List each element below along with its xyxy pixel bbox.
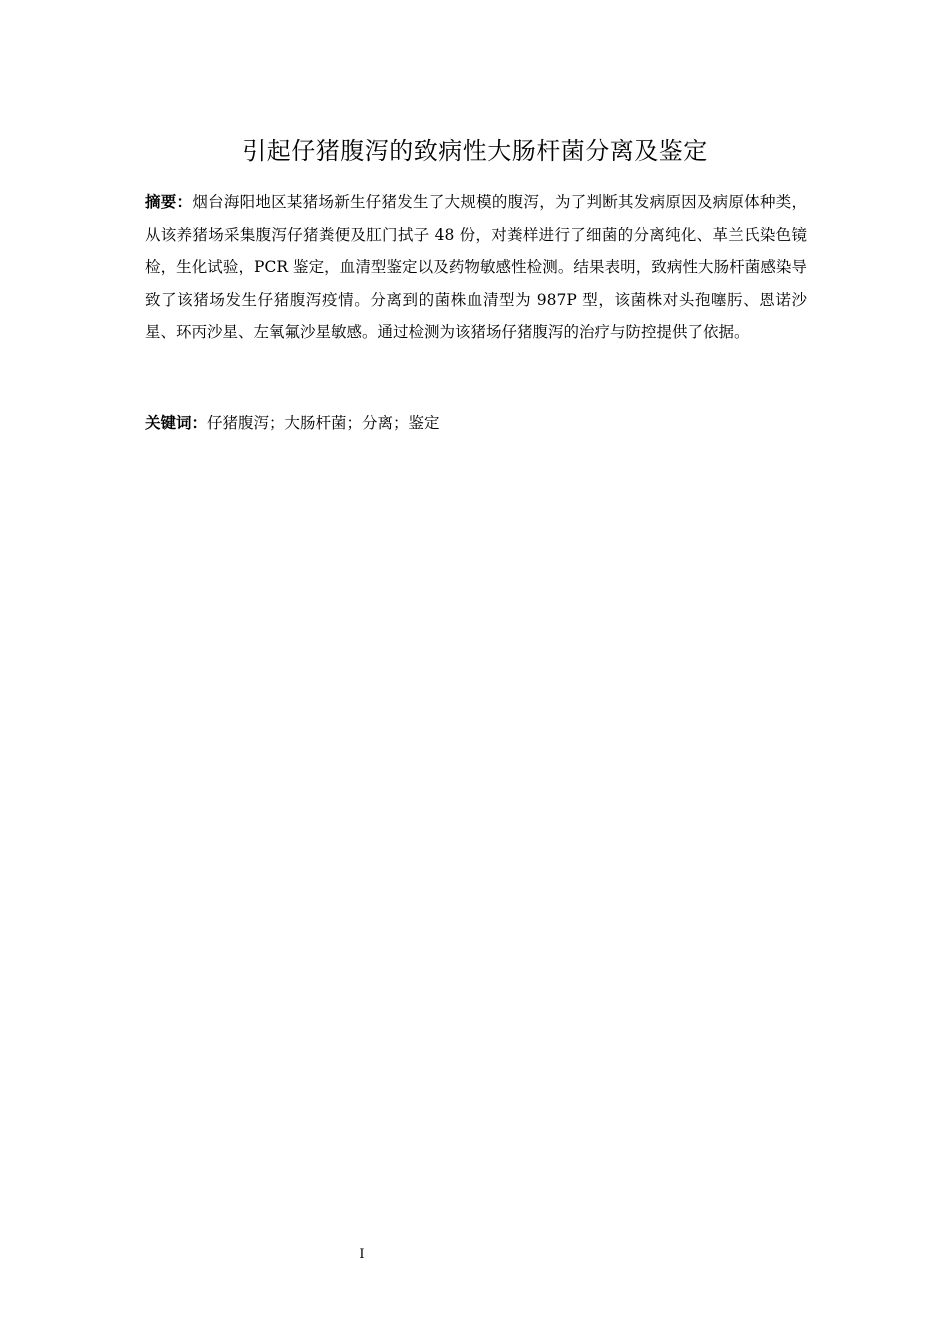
page-number: I xyxy=(359,1247,365,1262)
keywords-paragraph xyxy=(145,407,807,439)
keywords-label: 关键词： xyxy=(145,414,208,432)
abstract-text: 烟台海阳地区某猪场新生仔猪发生了大规模的腹泻，为了判断其发病原因及病原体种类，从该养猪场采集腹泻仔猪粪便及肛门拭子 48 份，对粪样进行了细菌的分离纯化、革兰氏染色镜检，生化试验，PCR 鉴定，血清型鉴定以及药物敏感性检测。结果表明，致病性大肠杆菌感染导致了该猪场发生仔猪腹泻疫情。分离到的菌株血清型为 987P 型，该菌株对头孢噻肟、恩诺沙星、环丙沙星、左氧氟沙星敏感。通过检测为该猪场仔猪腹泻的治疗与防控提供了依据。 xyxy=(145,193,807,341)
keywords-text: 仔猪腹泻；大肠杆菌；分离；鉴定 xyxy=(207,414,440,432)
paper-title: 引起仔猪腹泻的致病性大肠杆菌分离及鉴定 xyxy=(242,137,708,165)
abstract-paragraph xyxy=(145,186,807,349)
abstract-label: 摘要： xyxy=(145,193,193,211)
